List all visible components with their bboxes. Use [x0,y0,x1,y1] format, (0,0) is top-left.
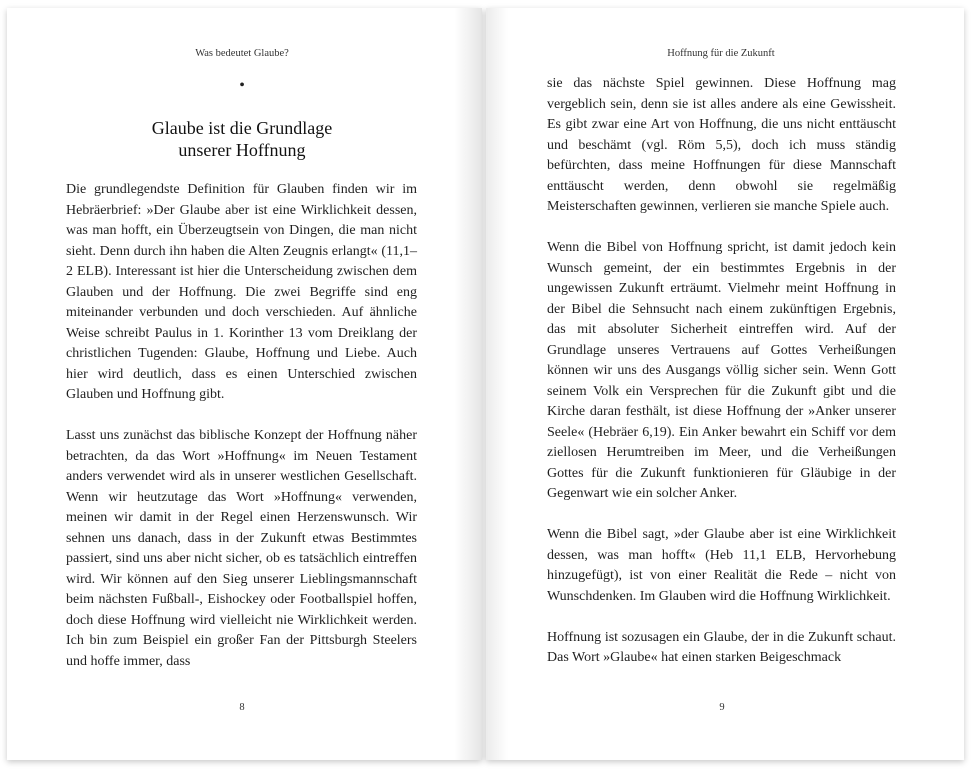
right-page [486,8,964,760]
chapter-title [7,117,477,161]
gutter-shadow [486,8,508,760]
body-text [66,180,417,693]
paragraph: Wenn die Bibel sagt, »der Glaube aber ist eine Wirklichkeit dessen, was man hofft« (Heb 11,1 ELB, Hervorhebung hinzugefügt), ist von einer Realität die Rede – nicht von Wunschdenken. Im Glauben wird die Hoffnung Wirklichkeit. [547,527,896,604]
page-number: 9 [719,702,725,713]
left-page [7,8,482,760]
running-head: Was bedeutet Glaube? [195,48,289,59]
paragraph: Wenn die Bibel von Hoffnung spricht, ist damit jedoch kein Wunsch gemeint, der ein bestimmtes Ergebnis in der ungewissen Zukunft erträumt. Vielmehr meint Hoffnung in der Bibel die Sehnsucht nach einem zukünftigen Ergebnis, das mit absoluter Sicherheit eintreffen wird. Auf der Grundlage unseres Vertrauens auf Gottes Verheißungen können wir uns des Ausgangs völlig sicher sein. Wenn Gott seinem Volk ein Versprechen für die Zukunft gibt und die Kirche daran festhält, ist diese Hoffnung der »Anker unserer Seele« (Hebräer 6,19). Ein Anker bewahrt ein Schiff vor dem ziellosen Herumtreiben im Meer, und die Verheißungen Gottes für die Zukunft funktionieren für Gläubige in der Gegenwart wie ein solcher Anker. [547,240,896,501]
section-bullet: • [239,77,245,94]
chapter-title-text: Glaube ist die Grundlage unserer Hoffnung [151,118,333,160]
paragraph: sie das nächste Spiel gewinnen. Diese Hoffnung mag vergeblich sein, denn sie ist alles andere als eine Gewissheit. Es gibt zwar eine Art von Hoffnung, die uns nicht enttäuscht und beschämt (vgl. Röm 5,5), doch ich muss ständig befürchten, dass meine Hoffnungen für diese Mannschaft enttäuscht werden, denn obwohl sie regelmäßig Meisterschaften gewinnen, verlieren sie manche Spiele auch. [547,76,896,214]
paragraph: Die grundlegendste Definition für Glauben finden wir im Hebräerbrief: »Der Glaube aber ist eine Wirklichkeit dessen, was man hofft, ein Überzeugtsein von Dingen, die man nicht sieht. Denn durch ihn haben die Alten Zeugnis erlangt« (11,1–2 ELB). Interessant ist hier die Unterscheidung zwischen dem Glauben und der Hoffnung. Die zwei Begriffe sind eng miteinander verbunden und doch verschieden. Auf ähnliche Weise schreibt Paulus in 1. Korinther 13 vom Dreiklang der christlichen Tugenden: Glaube, Hoffnung und Liebe. Auch hier wird deutlich, dass es einen Unterschied zwischen Glauben und Hoffnung gibt. [66,182,417,402]
body-text [547,74,896,689]
paragraph: Hoffnung ist sozusagen ein Glaube, der in die Zukunft schaut. Das Wort »Glaube« hat einen starken Beigeschmack [547,629,896,665]
running-head: Hoffnung für die Zukunft [667,48,775,59]
page-number: 8 [239,702,245,713]
paragraph: Lasst uns zunächst das biblische Konzept der Hoffnung näher betrachten, da das Wort »Hoffnung« im Neuen Testament anders verwendet wird als in unserer westlichen Gesellschaft. Wenn wir heutzutage das Wort »Hoffnung« verwenden, meinen wir damit in der Regel einen Herzenswunsch. Wir sehnen uns danach, dass in der Zukunft etwas Bestimmtes passiert, sind uns aber nicht sicher, ob es tatsächlich eintreffen wird. Wir können auf den Sieg unserer Lieblingsmannschaft beim nächsten Fußball-, Eishockey oder Footballspiel hoffen, doch diese Hoffnung wird vielleicht nie Wirklichkeit werden. Ich bin zum Beispiel ein großer Fan der Pittsburgh Steelers und hoffe immer, dass [66,428,417,669]
